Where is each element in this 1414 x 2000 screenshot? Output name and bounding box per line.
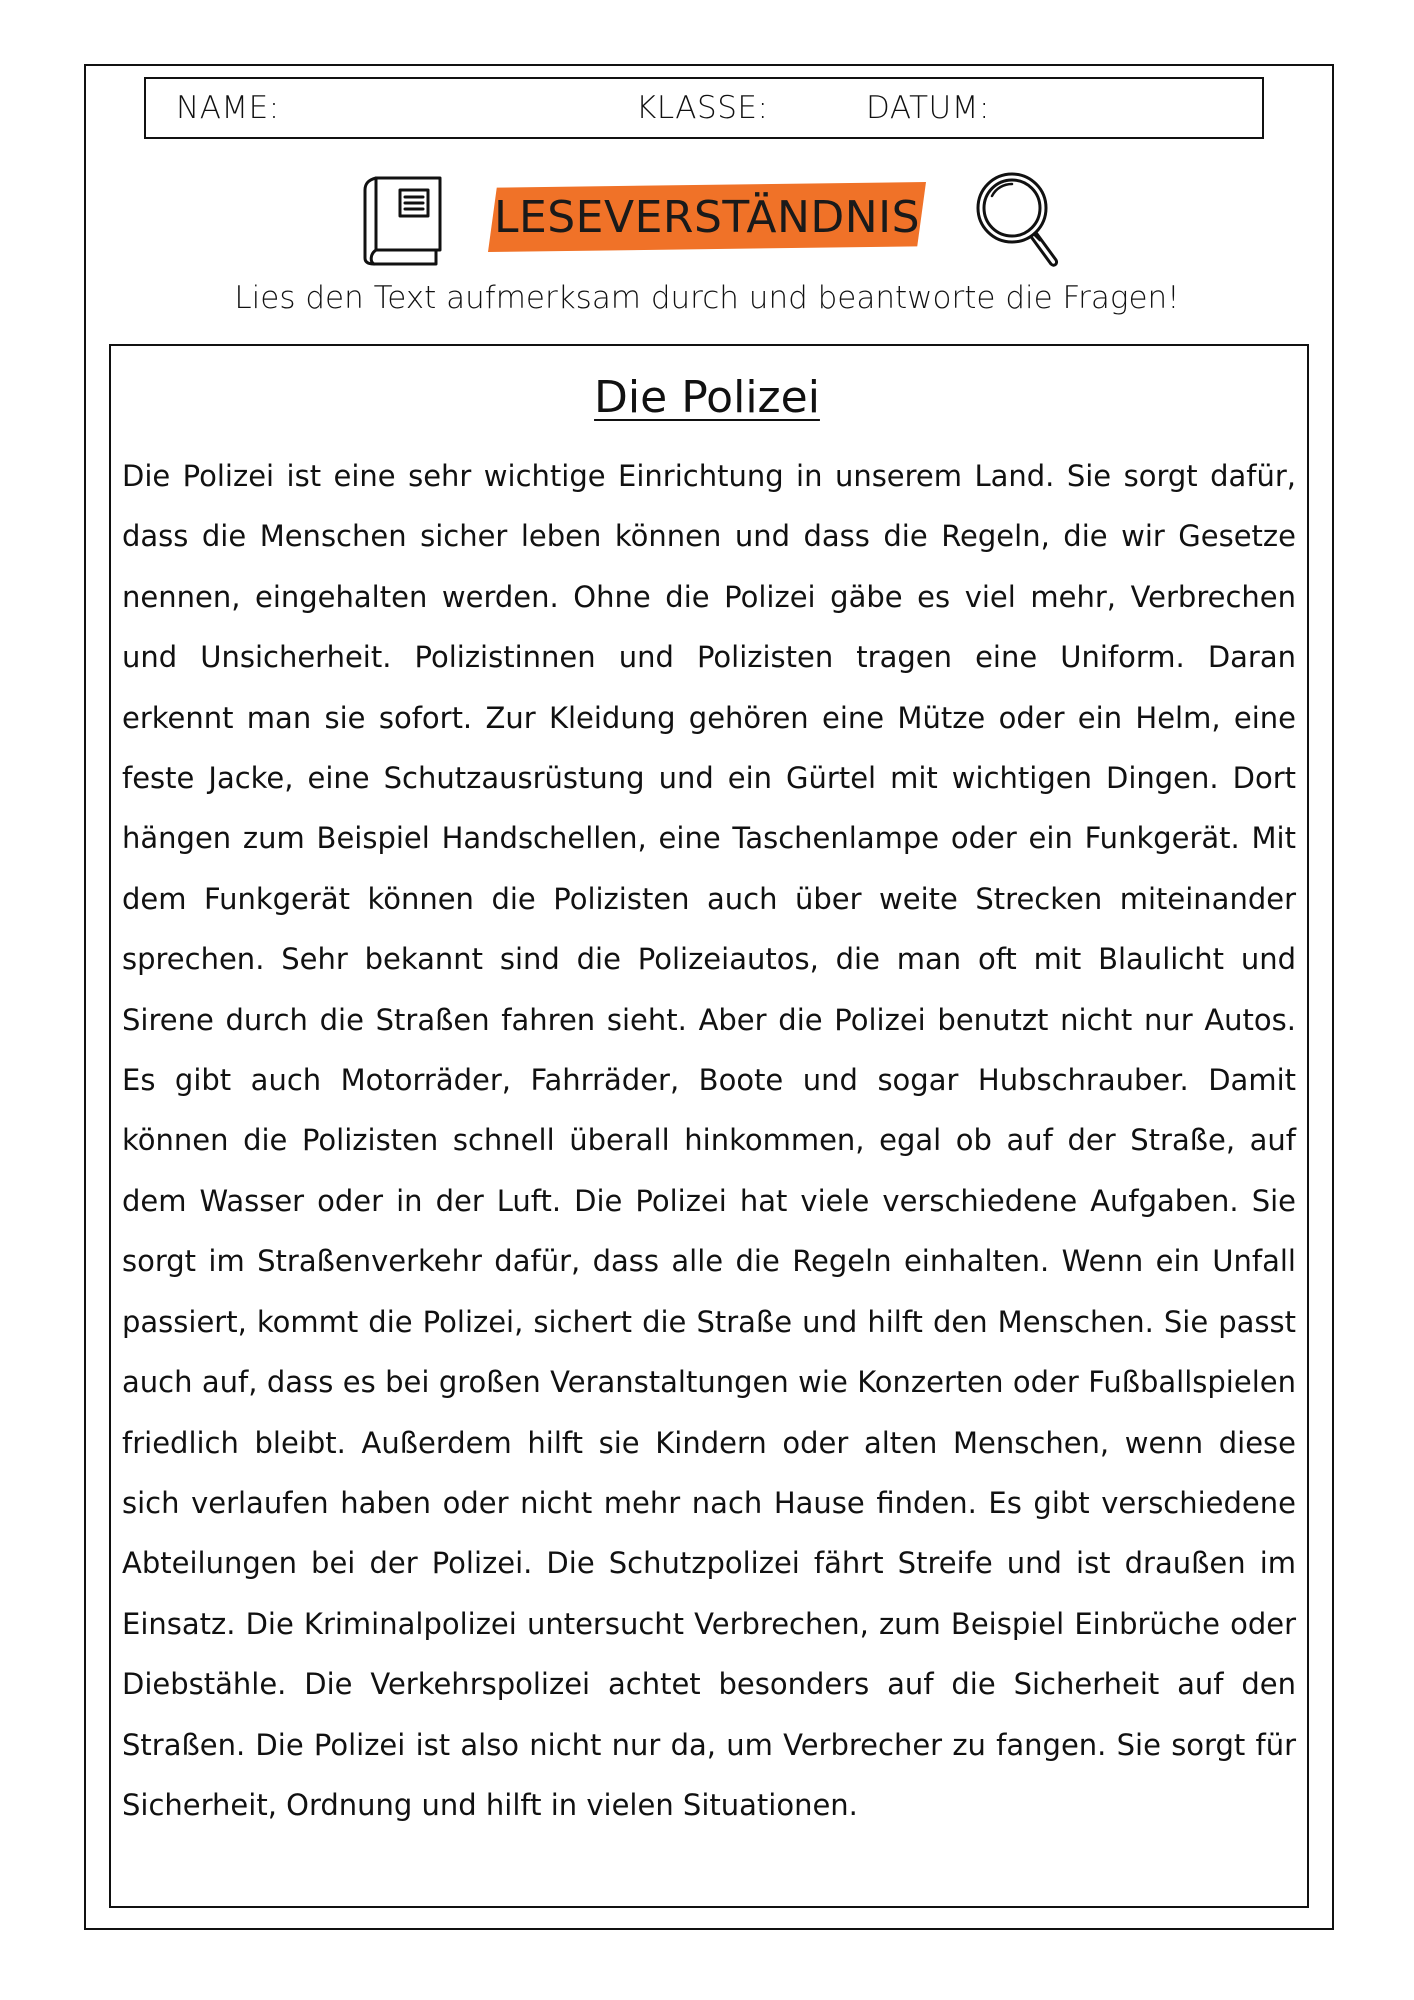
instruction-text: Lies den Text aufmerksam durch und beantworte die Fragen!: [234, 280, 1180, 316]
worksheet-title: LESEVERSTÄNDNIS: [493, 191, 921, 243]
datum-label: DATUM:: [866, 90, 990, 126]
reading-title-text: Die Polizei: [594, 372, 820, 423]
reading-body: Die Polizei ist eine sehr wichtige Einrichtung in unserem Land. Sie sorgt dafür, dass die Menschen sicher leben können und dass die Regeln, die wir Gesetze nennen, eingehalten werden. Ohne die Polizei gäbe es viel mehr, Verbrechen und Unsicherheit. Polizistinnen und Polizisten tragen eine Uniform. Daran erkennt man sie sofort. Zur Kleidung gehören eine Mütze oder ein Helm, eine feste Jacke, eine Schutzausrüstung und ein Gürtel mit wichtigen Dingen. Dort hängen zum Beispiel Handschellen, eine Taschenlampe oder ein Funkgerät. Mit dem Funkgerät können die Polizisten auch über weite Strecken miteinander sprechen. Sehr bekannt sind die Polizeiautos, die man oft mit Blaulicht und Sirene durch die Straßen fahren sieht. Aber die Polizei benutzt nicht nur Autos. Es gibt auch Motorräder, Fahrräder, Boote und sogar Hubschrauber. Damit können die Polizisten schnell überall hinkommen, egal ob auf der Straße, auf dem Wasser oder in der Luft. Die Polizei hat viele verschiedene Aufgaben. Sie sorgt im Straßenverkehr dafür, dass alle die Regeln einhalten. Wenn ein Unfall passiert, kommt die Polizei, sichert die Straße und hilft den Menschen. Sie passt auch auf, dass es bei großen Veranstaltungen wie Konzerten oder Fußballspielen friedlich bleibt. Außerdem hilft sie Kindern oder alten Menschen, wenn diese sich verlaufen haben oder nicht mehr nach Hause finden. Es gibt verschiedene Abteilungen bei der Polizei. Die Schutzpolizei fährt Streife und ist draußen im Einsatz. Die Kriminalpolizei untersucht Verbrechen, zum Beispiel Einbrüche oder Diebstähle. Die Verkehrspolizei achtet besonders auf die Sicherheit auf den Straßen. Die Polizei ist also nicht nur da, um Verbrecher zu fangen. Sie sorgt für Sicherheit, Ordnung und hilft in vielen Situationen.: [122, 459, 1296, 1822]
student-info-header: [144, 77, 1264, 139]
reading-title: [0, 372, 1414, 423]
name-label: NAME:: [176, 90, 280, 126]
klasse-label: KLASSE:: [636, 90, 769, 126]
magnifier-icon: [970, 168, 1066, 270]
book-icon: [360, 174, 444, 266]
